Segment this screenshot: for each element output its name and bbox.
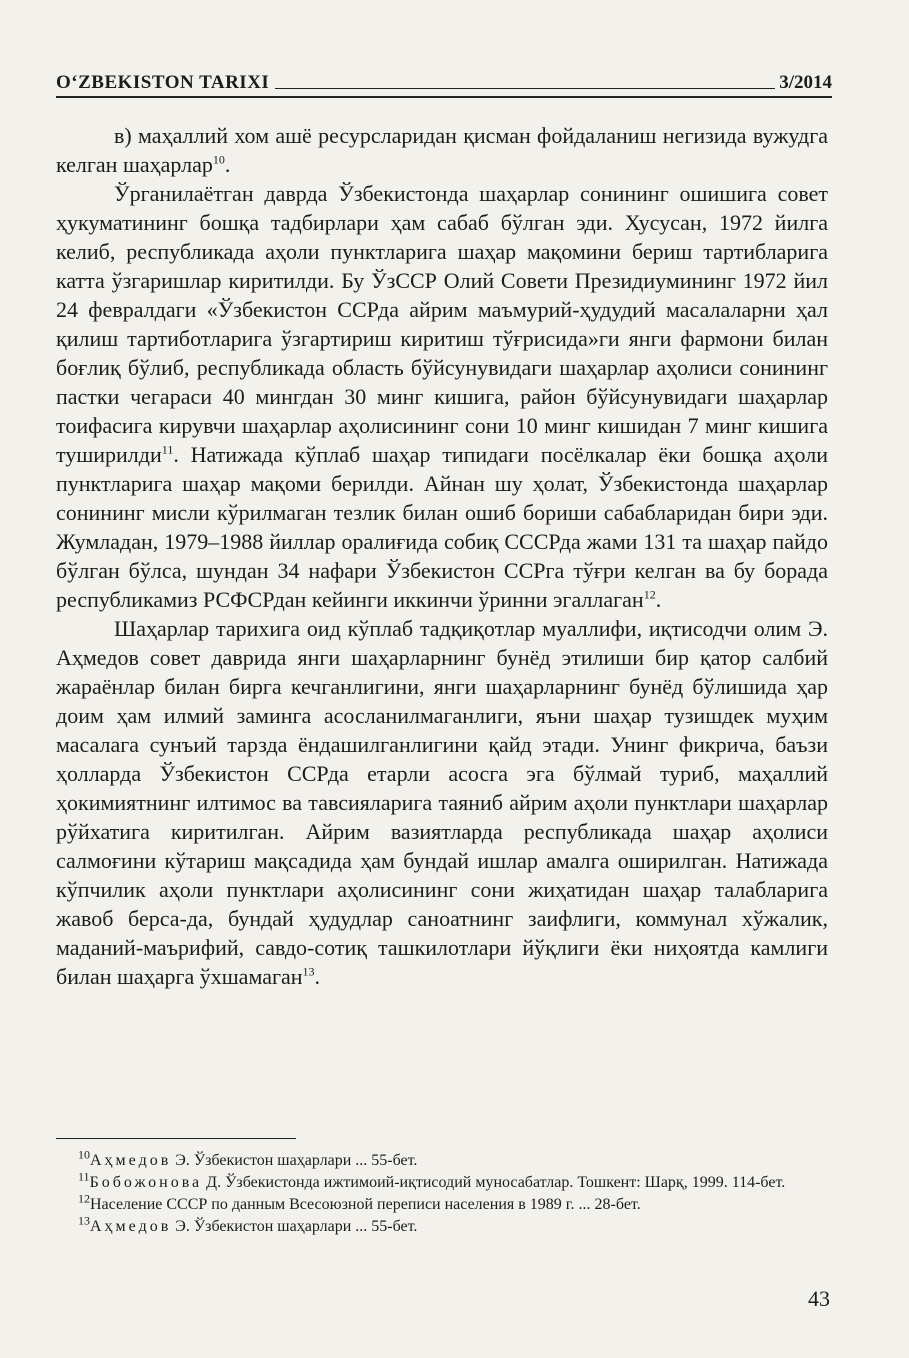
footnote-text: Э. Ўзбекистон шаҳарлари ... 55-бет. xyxy=(171,1218,418,1235)
footnote-author: Аҳмедов xyxy=(90,1152,172,1169)
paragraph-text: . Натижада кўплаб шаҳар типидаги посёлкалар ёки бошқа аҳоли пунктларига шаҳар мақоми берилди. Айнан шу ҳолат, Ўзбекистонда шаҳарлар сонининг мисли кўрилмаган тезлик билан ошиб бориши сабабларидан бири эди. Жумладан, 1979–1988 йиллар оралиғида собиқ СССРда жами 131 та шаҳар пайдо бўлган бўлса, шундан 34 нафари Ўзбекистон ССРга тўғри келган ва бу борада республикамиз РСФСРдан кейинги иккинчи ўринни эгаллаган xyxy=(56,442,828,612)
paragraph-text: Ўрганилаётган даврда Ўзбекистонда шаҳарлар сонининг ошишига совет ҳукуматининг бошқа тадбирлари ҳам сабаб бўлган эди. Хусусан, 1972 йилга келиб, республикада аҳоли пунктларига шаҳар мақомини бериш тартибларига катта ўзгаришлар киритилди. Бу ЎзССР Олий Совети Президиумининг 1972 йил 24 февралдаги «Ўзбекистон ССРда айрим маъмурий-ҳудудий масалаларни ҳал қилиш тартиботларига ўзгартириш киритиш тўғрисида»ги янги фармони билан боғлиқ бўлиб, республикада область бўйсунувидаги шаҳарлар аҳолиси сонининг пастки чегараси 40 мингдан 30 минг кишига, район бўйсунувидаги шаҳарлар тоифасига кирувчи шаҳарлар аҳолисининг сони 10 минг кишидан 7 минг кишига туширилди xyxy=(56,181,828,467)
footnote-text: Э. Ўзбекистон шаҳарлари ... 55-бет. xyxy=(171,1152,418,1169)
paragraph-text: . xyxy=(224,152,231,177)
footnote-author: Аҳмедов xyxy=(90,1218,172,1235)
footnote-ref: 11 xyxy=(161,442,174,457)
paragraph xyxy=(56,121,828,179)
footnote-author: Бобожонова xyxy=(89,1174,203,1191)
footnote-number: 10 xyxy=(78,1147,90,1162)
footnote xyxy=(56,1213,828,1238)
header-divider xyxy=(275,88,775,89)
footnote xyxy=(56,1147,828,1172)
footnote-number: 11 xyxy=(78,1169,90,1184)
paragraph-text: . xyxy=(655,587,662,612)
journal-title: O‘ZBEKISTON TARIXI xyxy=(56,72,270,93)
footnote-text: Д. Ўзбекистонда ижтимоий-иқтисодий муносабатлар. Тошкент: Шарқ, 1999. 114-бет. xyxy=(202,1174,786,1191)
footnote xyxy=(56,1191,828,1216)
article-body xyxy=(56,121,828,991)
issue-number: 3/2014 xyxy=(779,72,832,93)
paragraph-text: Шаҳарлар тарихига оид кўплаб тадқиқотлар муаллифи, иқтисодчи олим Э. Аҳмедов совет даврида янги шаҳарларнинг бунёд этилиши бир қатор салбий жараёнлар билан бирга кечганлигини, янги шаҳарларнинг бунёд бўлишида ҳар доим ҳам илмий заминга асосланилмаганлиги, яъни шаҳар тузишдек муҳим масалага сунъий тарзда ёндашилганлигини қайд этади. Унинг фикрича, баъзи ҳолларда Ўзбекистон ССРда етарли асосга эга бўлмай туриб, маҳаллий ҳокимиятнинг илтимос ва тавсияларига таяниб айрим аҳоли пунктлари шаҳарлар рўйхатига киритилган. Айрим вазиятларда республикада шаҳар аҳолиси салмоғини кўтариш мақсадида ҳам бундай ишлар амалга оширилган. Натижада кўпчилик аҳоли пунктлари аҳолисининг сони жиҳатидан шаҳар талабларига жавоб берса-да, бундай ҳудудлар саноатнинг заифлиги, коммунал хўжалик, маданий-маърифий, савдо-сотиқ ташкилотлари йўқлиги ёки ниҳоятда камлиги билан шаҳарга ўхшамаган xyxy=(56,616,828,989)
footnote xyxy=(56,1169,828,1194)
footnote-ref: 12 xyxy=(643,587,656,602)
footnote-number: 13 xyxy=(78,1213,90,1228)
paragraph xyxy=(56,179,828,614)
paragraph-text: . xyxy=(314,964,321,989)
running-header xyxy=(56,60,832,94)
page-number: 43 xyxy=(808,1286,830,1311)
paragraph-text: в) маҳаллий хом ашё ресурсларидан қисман фойдаланиш негизида вужудга келган шаҳарлар xyxy=(56,123,828,177)
footnote-rule xyxy=(56,1138,296,1139)
footnote-ref: 10 xyxy=(212,152,225,167)
footnote-ref: 13 xyxy=(302,964,315,979)
header-rule xyxy=(56,96,832,98)
footnote-text: Население СССР по данным Всесоюзной переписи населения в 1989 г. ... 28-бет. xyxy=(90,1196,641,1213)
footnote-number: 12 xyxy=(78,1191,90,1206)
paragraph xyxy=(56,614,828,991)
footnotes xyxy=(56,1147,828,1238)
